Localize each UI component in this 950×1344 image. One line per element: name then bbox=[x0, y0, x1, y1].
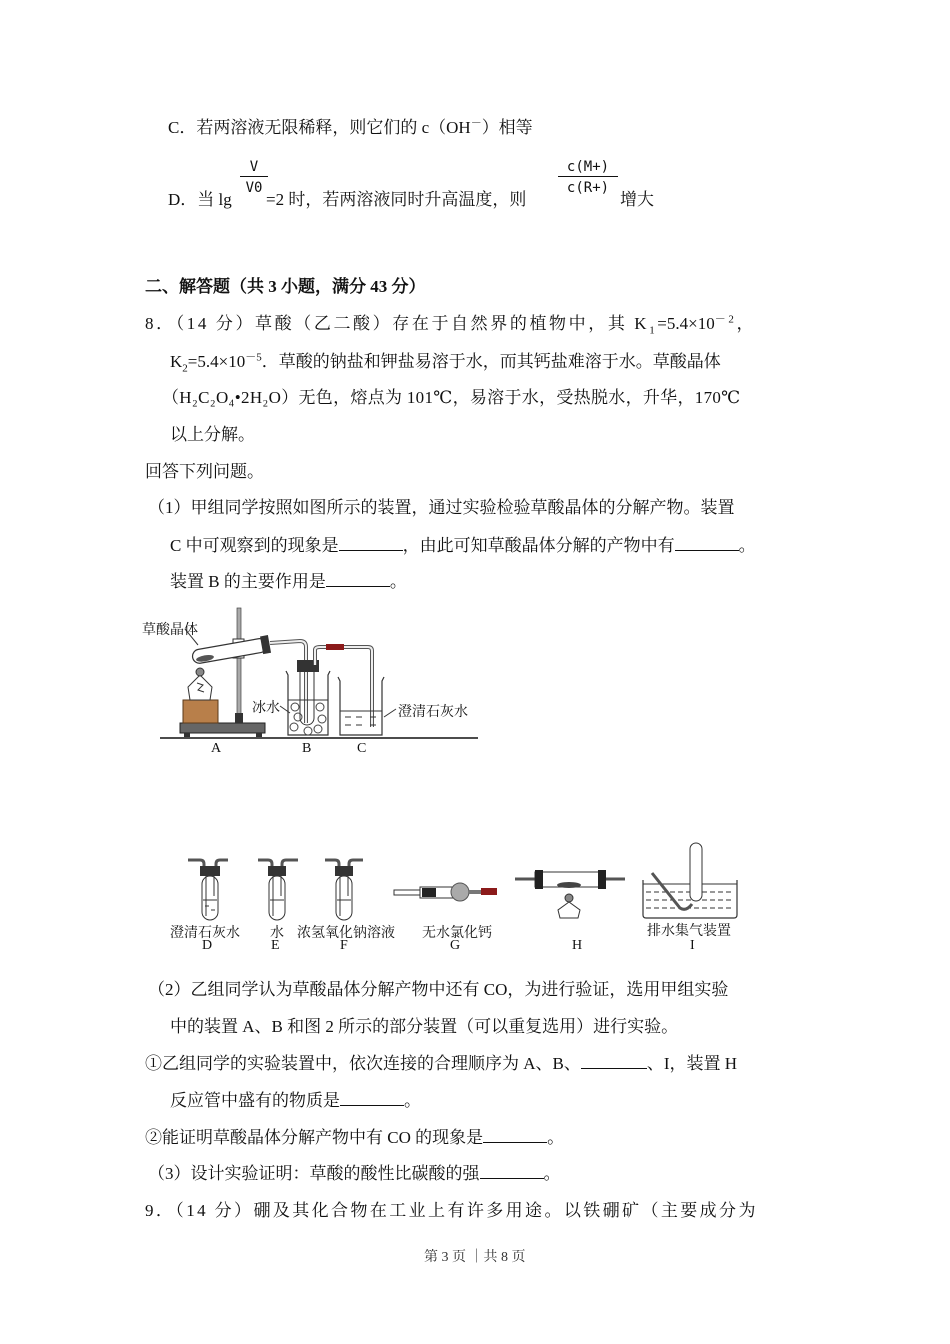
q8-line3: （H₂C₂O₄•2H₂O）无色，熔点为 101℃，易溶于水，受热脱水，升华，170℃ bbox=[162, 388, 741, 407]
apparatus-letter-c: C bbox=[357, 741, 367, 756]
q8-line1-sup: －2 bbox=[714, 313, 737, 326]
q8-part2-line2: 中的装置 A、B 和图 2 所示的部分装置（可以重复选用）进行实验。 bbox=[170, 1017, 679, 1036]
drying-tube-g bbox=[394, 883, 497, 901]
fraction-v-over-v0 bbox=[240, 158, 268, 197]
q8-part1-line1: （1）甲组同学按照如图所示的装置，通过实验检验草酸晶体的分解产物。装置 bbox=[148, 498, 735, 517]
answer-blank-acidity[interactable] bbox=[480, 1162, 544, 1179]
q8-line1 bbox=[145, 312, 756, 336]
option-d-tail-text: 增大 bbox=[620, 190, 654, 209]
option-c-text: C．若两溶液无限稀释，则它们的 c（OH bbox=[168, 118, 471, 137]
p1-text-d: 装置 B 的主要作用是 bbox=[170, 572, 326, 591]
wash-bottle-f bbox=[325, 860, 363, 920]
label-f-naoh: 浓氢氧化钠溶液 bbox=[297, 925, 395, 941]
q8-part3 bbox=[148, 1162, 561, 1186]
q8-line2-a: =5.4×10 bbox=[187, 352, 246, 371]
q8-part2-step1 bbox=[145, 1052, 737, 1076]
p1-text-b: ，由此可知草酸晶体分解的产物中有 bbox=[402, 536, 675, 555]
option-c-sup: － bbox=[470, 117, 482, 130]
q8-part1-line2 bbox=[170, 534, 756, 558]
apparatus-letter-d: D bbox=[202, 938, 213, 953]
page-footer: 第 3 页 ｜共 8 页 bbox=[424, 1250, 526, 1265]
q8-part1-line3 bbox=[170, 570, 407, 594]
wash-bottle-d bbox=[188, 860, 228, 920]
fraction2-numerator: c(M+) bbox=[566, 159, 610, 175]
answer-blank-b-role[interactable] bbox=[326, 570, 390, 587]
section-title: 二、解答题（共 3 小题，满分 43 分） bbox=[145, 277, 426, 296]
q8-line4: 以上分解。 bbox=[170, 425, 255, 444]
water-collection-i bbox=[643, 843, 737, 918]
fraction2-bar bbox=[558, 176, 618, 177]
q8-part2-step2 bbox=[145, 1126, 564, 1150]
q8-line2-b: ．草酸的钠盐和钾盐易溶于水，而其钙盐难溶于水。草酸晶体 bbox=[261, 352, 721, 371]
p2-s1-text-d: 。 bbox=[404, 1091, 421, 1110]
option-d-tail bbox=[620, 188, 654, 212]
label-e-water: 水 bbox=[270, 925, 284, 941]
answer-blank-order[interactable] bbox=[581, 1052, 647, 1069]
q8-prompt: 回答下列问题。 bbox=[145, 462, 264, 481]
p3-text-b: 。 bbox=[543, 1164, 561, 1183]
p1-text-e: 。 bbox=[389, 572, 407, 591]
fraction-denominator: V0 bbox=[245, 180, 263, 196]
option-d bbox=[168, 188, 232, 212]
option-c bbox=[168, 116, 533, 140]
label-d-limewater: 澄清石灰水 bbox=[170, 925, 240, 941]
apparatus-letter-i: I bbox=[690, 938, 695, 953]
p2-s1-text-c: 反应管中盛有的物质是 bbox=[170, 1091, 340, 1110]
fraction-cm-over-cr bbox=[558, 158, 618, 197]
apparatus-letter-e: E bbox=[271, 938, 280, 953]
p2-s1-text-b: 、I，装置 H bbox=[646, 1054, 738, 1073]
q8-part2-step1-cont bbox=[170, 1089, 421, 1113]
q9-line1: 9．（14 分）硼及其化合物在工业上有许多用途。以铁硼矿（主要成分为 bbox=[145, 1201, 758, 1220]
apparatus-letter-f: F bbox=[340, 938, 348, 953]
option-d-prefix: D．当 lg bbox=[168, 190, 232, 209]
q8-k2-sub: 2 bbox=[182, 362, 188, 375]
q8-part2-line1: （2）乙组同学认为草酸晶体分解产物中还有 CO，为进行验证，选用甲组实验 bbox=[148, 980, 729, 999]
label-g-cacl2: 无水氯化钙 bbox=[422, 925, 492, 941]
reaction-tube-h bbox=[515, 870, 625, 918]
q8-line1-end: ， bbox=[736, 314, 757, 333]
label-oxalic-crystal: 草酸晶体 bbox=[142, 622, 198, 638]
p3-text-a: （3）设计实验证明：草酸的酸性比碳酸的强 bbox=[148, 1164, 480, 1183]
fraction2-denominator: c(R+) bbox=[566, 180, 610, 196]
apparatus-letter-h: H bbox=[572, 938, 583, 953]
q8-line1-tail: =5.4×10 bbox=[657, 314, 715, 333]
q8-line2 bbox=[170, 350, 721, 374]
p2-s1-text-a: ①乙组同学的实验装置中，依次连接的合理顺序为 A、B、 bbox=[145, 1054, 581, 1073]
p1-text-a: C 中可观察到的现象是 bbox=[170, 536, 339, 555]
label-i-collection: 排水集气装置 bbox=[647, 923, 731, 939]
answer-blank-products[interactable] bbox=[675, 534, 739, 551]
q8-line2-sup: －5 bbox=[245, 351, 262, 364]
q8-line1-text: 8．（14 分）草酸（乙二酸）存在于自然界的植物中，其 K bbox=[145, 314, 650, 333]
p2-s2-text-b: 。 bbox=[547, 1128, 565, 1147]
answer-blank-h-substance[interactable] bbox=[340, 1089, 404, 1106]
p2-s2-text-a: ②能证明草酸晶体分解产物中有 CO 的现象是 bbox=[145, 1128, 484, 1147]
apparatus-letter-g: G bbox=[450, 938, 461, 953]
answer-blank-c-phenomenon[interactable] bbox=[339, 534, 403, 551]
q8-k1-sub: 1 bbox=[649, 324, 658, 337]
fraction-bar bbox=[240, 176, 268, 177]
figure-2-apparatus bbox=[160, 840, 750, 960]
apparatus-letter-b: B bbox=[302, 741, 312, 756]
apparatus-letter-a: A bbox=[211, 741, 222, 756]
p1-text-c: 。 bbox=[738, 536, 756, 555]
label-ice-water: 冰水 bbox=[252, 700, 280, 716]
option-d-middle bbox=[266, 188, 526, 212]
q8-k2: K bbox=[170, 352, 183, 371]
option-d-mid-text: =2 时，若两溶液同时升高温度，则 bbox=[266, 190, 527, 209]
answer-blank-co-phenomenon[interactable] bbox=[483, 1126, 547, 1143]
wash-bottle-e bbox=[258, 860, 298, 920]
label-limewater: 澄清石灰水 bbox=[398, 704, 468, 720]
option-c-tail: ）相等 bbox=[481, 118, 533, 137]
fraction-numerator: V bbox=[249, 159, 259, 175]
figure-1-apparatus bbox=[140, 605, 485, 765]
